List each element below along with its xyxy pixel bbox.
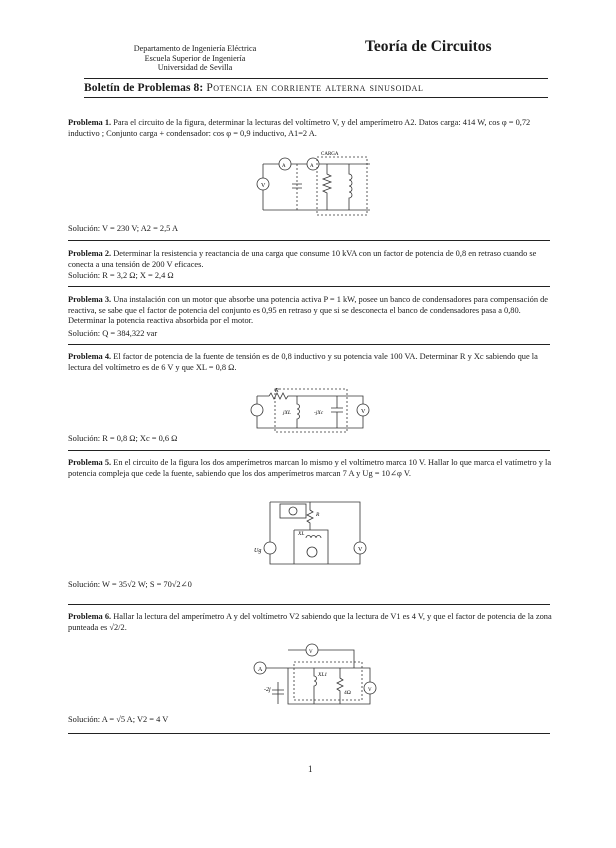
problem-6 xyxy=(68,612,558,633)
problem-6-circuit xyxy=(248,642,388,710)
figure-label: jXL xyxy=(283,410,291,416)
figure-label: XL1 xyxy=(318,672,328,678)
problem-text: Hallar la lectura del amperímetro A y del voltímetro V2 sabiendo que la lectura de V1 es 4 V, y que el factor de potencia de la zona punteada es √2/2. xyxy=(68,612,552,632)
figure-label: R xyxy=(275,388,279,394)
department-line: Departamento de Ingeniería Eléctrica xyxy=(133,44,257,53)
svg-text:V: V xyxy=(309,650,313,655)
problem-text: Para el circuito de la figura, determinar la lecturas del voltímetro V, y del amperímetro A2. Datos carga: 414 W, cos φ = 0,72 inductivo ; Conjunto carga + condensador: cos φ = 0,9 inductivo, A1=2 A. xyxy=(68,118,531,138)
svg-text:V: V xyxy=(361,409,366,415)
solution-3: Solución: Q = 384,322 var xyxy=(68,329,158,338)
problem-label: Problema 5. xyxy=(68,458,112,467)
figure-label: R xyxy=(316,512,320,518)
department-block xyxy=(100,44,290,73)
figure-label: -jXc xyxy=(314,410,324,416)
problem-5 xyxy=(68,458,558,479)
bulletin-title xyxy=(84,82,423,94)
page-number: 1 xyxy=(308,764,313,774)
department-line: Escuela Superior de Ingeniería xyxy=(144,53,246,63)
figure-label: -2j xyxy=(264,687,271,693)
solution-2: Solución: R = 3,2 Ω; X = 2,4 Ω xyxy=(68,271,174,280)
problem-text: Determinar la resistencia y reactancia de una carga que consume 10 kVA con un factor de potencia de 0,8 en retraso cuando se conecta a una tensión de 200 V eficaces. xyxy=(68,249,537,269)
problem-text: El factor de potencia de la fuente de tensión es de 0,8 inductivo y su potencia vale 100 VA. Determinar R y Xc sabiendo que la lectura del voltímetro es de 6 V y que XL = 0,8 Ω. xyxy=(68,352,538,372)
problem-text: Una instalación con un motor que absorbe una potencia activa P = 1 kW, posee un banco de condensadores para compensación de reactiva, se sabe que el factor de potencia del conjunto es 0,95 en retraso y que si se desconecta el banco de condensadores pasa a 0,80. Determinar la potencia reactiva absorbida por el motor. xyxy=(68,295,549,326)
figure-label: XL xyxy=(298,531,305,537)
course-title: Teoría de Circuitos xyxy=(365,38,492,55)
divider xyxy=(68,450,550,451)
problem-label: Problema 3. xyxy=(68,295,112,304)
divider xyxy=(68,240,550,241)
problem-4-circuit xyxy=(245,384,375,434)
department-line: Universidad de Sevilla xyxy=(157,63,233,73)
divider xyxy=(68,286,550,287)
solution-5: Solución: W = 35√2 W; S = 70√2∠0 xyxy=(68,580,192,589)
solution-1: Solución: V = 230 V; A2 = 2,5 A xyxy=(68,224,179,233)
figure-label: 4Ω xyxy=(344,690,351,696)
problem-label: Problema 6. xyxy=(68,612,112,621)
solution-4: Solución: R = 0,8 Ω; Xc = 0,6 Ω xyxy=(68,434,178,443)
problem-4 xyxy=(68,352,558,373)
svg-text:V: V xyxy=(358,547,363,553)
problem-3 xyxy=(68,295,558,327)
header-rule-top xyxy=(84,78,548,79)
svg-text:V: V xyxy=(368,688,372,693)
divider xyxy=(68,733,550,734)
divider xyxy=(68,604,550,605)
svg-text:A: A xyxy=(310,164,314,169)
svg-text:A: A xyxy=(258,667,263,673)
problem-label: Problema 1. xyxy=(68,118,112,127)
problem-label: Problema 2. xyxy=(68,249,112,258)
problem-1-circuit xyxy=(245,150,375,220)
solution-6: Solución: A = √5 A; V2 = 4 V xyxy=(68,715,169,724)
figure-label: Ug xyxy=(254,548,262,554)
bulletin-prefix: Boletín de Problemas 8: xyxy=(84,82,204,94)
problem-text: En el circuito de la figura los dos amperímetros marcan lo mismo y el voltímetro marca 10 V. Hallar lo que marca el vatímetro y la potencia compleja que cede la fuente, sabiendo que los dos amperímetros marcan 7 A y Ug = 10∠φ V. xyxy=(68,458,552,478)
problem-label: Problema 4. xyxy=(68,352,112,361)
problem-5-circuit xyxy=(250,490,380,570)
figure-label: CARGA xyxy=(321,152,339,157)
svg-text:V: V xyxy=(261,183,266,189)
problem-1 xyxy=(68,118,558,139)
divider xyxy=(68,344,550,345)
svg-text:A: A xyxy=(282,164,286,169)
bulletin-topic: Potencia en corriente alterna sinusoidal xyxy=(206,82,424,94)
problem-2 xyxy=(68,249,558,270)
header-rule-bottom xyxy=(84,97,548,98)
